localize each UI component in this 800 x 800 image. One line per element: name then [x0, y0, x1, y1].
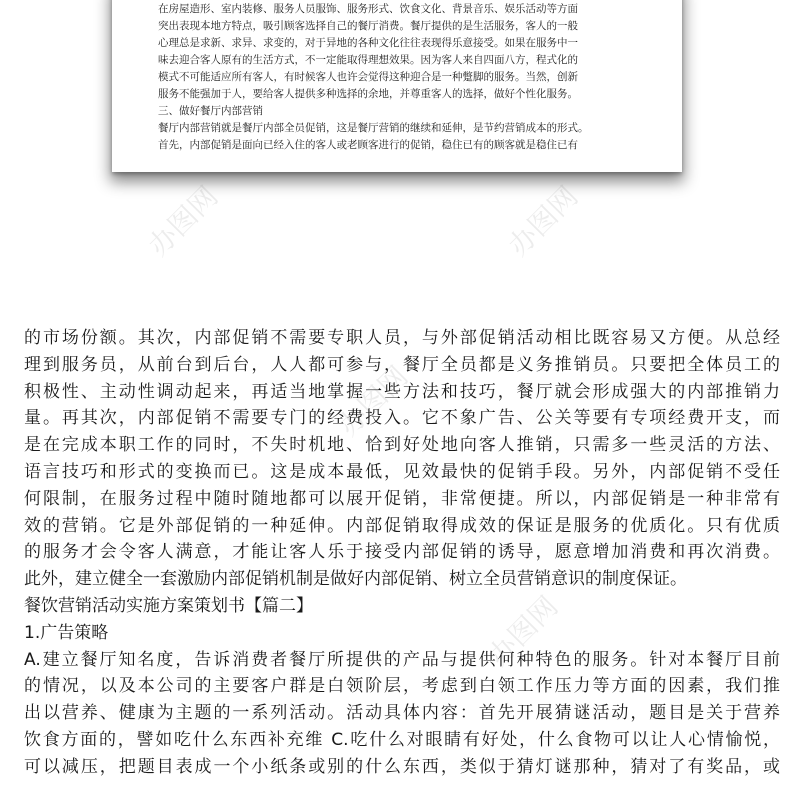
- paragraph-line: 的服务才会令客人满意，才能让客人乐于接受内部促销的诱导，愿意增加消费和再次消费。: [24, 542, 780, 563]
- paragraph-line: 是在完成本职工作的同时，不失时机地、恰到好处地向客人推销，只需多一些灵活的方法、: [24, 435, 780, 456]
- watermark: 办图网: [481, 589, 565, 673]
- preview-line: 服务不能强加于人，要给客人提供多种选择的余地，并尊重客人的选择，做好个性化服务。: [158, 88, 578, 100]
- paragraph-line: 饮食方面的，譬如吃什么东西补充维 C.吃什么对眼睛有好处，什么食物可以让人心情愉悦，: [24, 729, 780, 750]
- preview-line: 心理总是求新、求异、求变的，对于异地的各种文化往往表现得乐意接受。如果在服务中一: [158, 37, 578, 49]
- preview-line: 突出表现本地方特点，吸引顾客选择自己的餐厅消费。餐厅提供的是生活服务，客人的一般: [158, 20, 578, 32]
- subsection-heading: 1.广告策略: [24, 622, 109, 643]
- preview-text-block: [158, 0, 638, 154]
- preview-line: 模式不可能适应所有客人，有时候客人也许会觉得这种迎合是一种蹩脚的服务。当然，创新: [158, 71, 578, 83]
- paragraph-line: 语言技巧和形式的变换而已。这是成本最低，见效最快的促销手段。另外，内部促销不受任: [24, 461, 780, 482]
- paragraph-line: 的市场份额。其次，内部促销不需要专职人员，与外部促销活动相比既容易又方便。从总经: [24, 328, 780, 348]
- section-title: 餐饮营销活动实施方案策划书【篇二】: [24, 595, 313, 616]
- paragraph-line: 此外，建立健全一套激励内部促销机制是做好内部促销、树立全员营销意识的制度保证。: [24, 569, 687, 590]
- preview-line: 在房屋造形、室内装修、服务人员服饰、服务形式、饮食文化、背景音乐、娱乐活动等方面: [158, 3, 578, 15]
- watermark: 办图网: [331, 359, 415, 443]
- preview-line: 餐厅内部营销就是餐厅内部全员促销，这是餐厅营销的继续和延伸，是节约营销成本的形式。: [158, 122, 589, 134]
- paragraph-line: 出以营养、健康为主题的一系列活动。活动具体内容：首先开展猜谜活动，题目是关于营养: [24, 703, 780, 724]
- paragraph-line: A.建立餐厅知名度，告诉消费者餐厅所提供的产品与提供何种特色的服务。针对本餐厅目前: [24, 649, 780, 670]
- document-body: [24, 325, 780, 781]
- page-preview-card: [112, 0, 682, 172]
- paragraph-line: 量。再其次，内部促销不需要专门的经费投入。它不象广告、公关等要有专项经费开支，而: [24, 408, 780, 429]
- paragraph-line: 的情况，以及本公司的主要客户群是白领阶层，考虑到白领工作压力等方面的因素，我们推: [24, 676, 780, 697]
- paragraph-line: 效的营销。它是外部促销的一种延伸。内部促销取得成效的保证是服务的优质化。只有优质: [24, 515, 780, 536]
- watermark: 办图网: [141, 179, 225, 263]
- preview-section-heading: 三、做好餐厅内部营销: [158, 105, 263, 117]
- preview-line: 味去迎合客人原有的生活方式，不一定能取得理想效果。因为客人来自四面八方，程式化的: [158, 54, 578, 66]
- paragraph-line: 积极性、主动性调动起来，再适当地掌握一些方法和技巧，餐厅就会形成强大的内部推销力: [24, 381, 780, 402]
- paragraph-line: 理到服务员，从前台到后台，人人都可参与，餐厅全员都是义务推销员。只要把全体员工的: [24, 354, 780, 375]
- watermark: 办图网: [501, 179, 585, 263]
- paragraph-line: 何限制，在服务过程中随时随地都可以展开促销，非常便捷。所以，内部促销是一种非常有: [24, 488, 780, 509]
- preview-line: 首先，内部促销是面向已经入住的客人或老顾客进行的促销，稳住已有的顾客就是稳住已有: [158, 139, 578, 151]
- paragraph-line: 可以减压，把题目表成一个小纸条或别的什么东西，类似于猜灯谜那种，猜对了有奖品，或: [24, 756, 780, 777]
